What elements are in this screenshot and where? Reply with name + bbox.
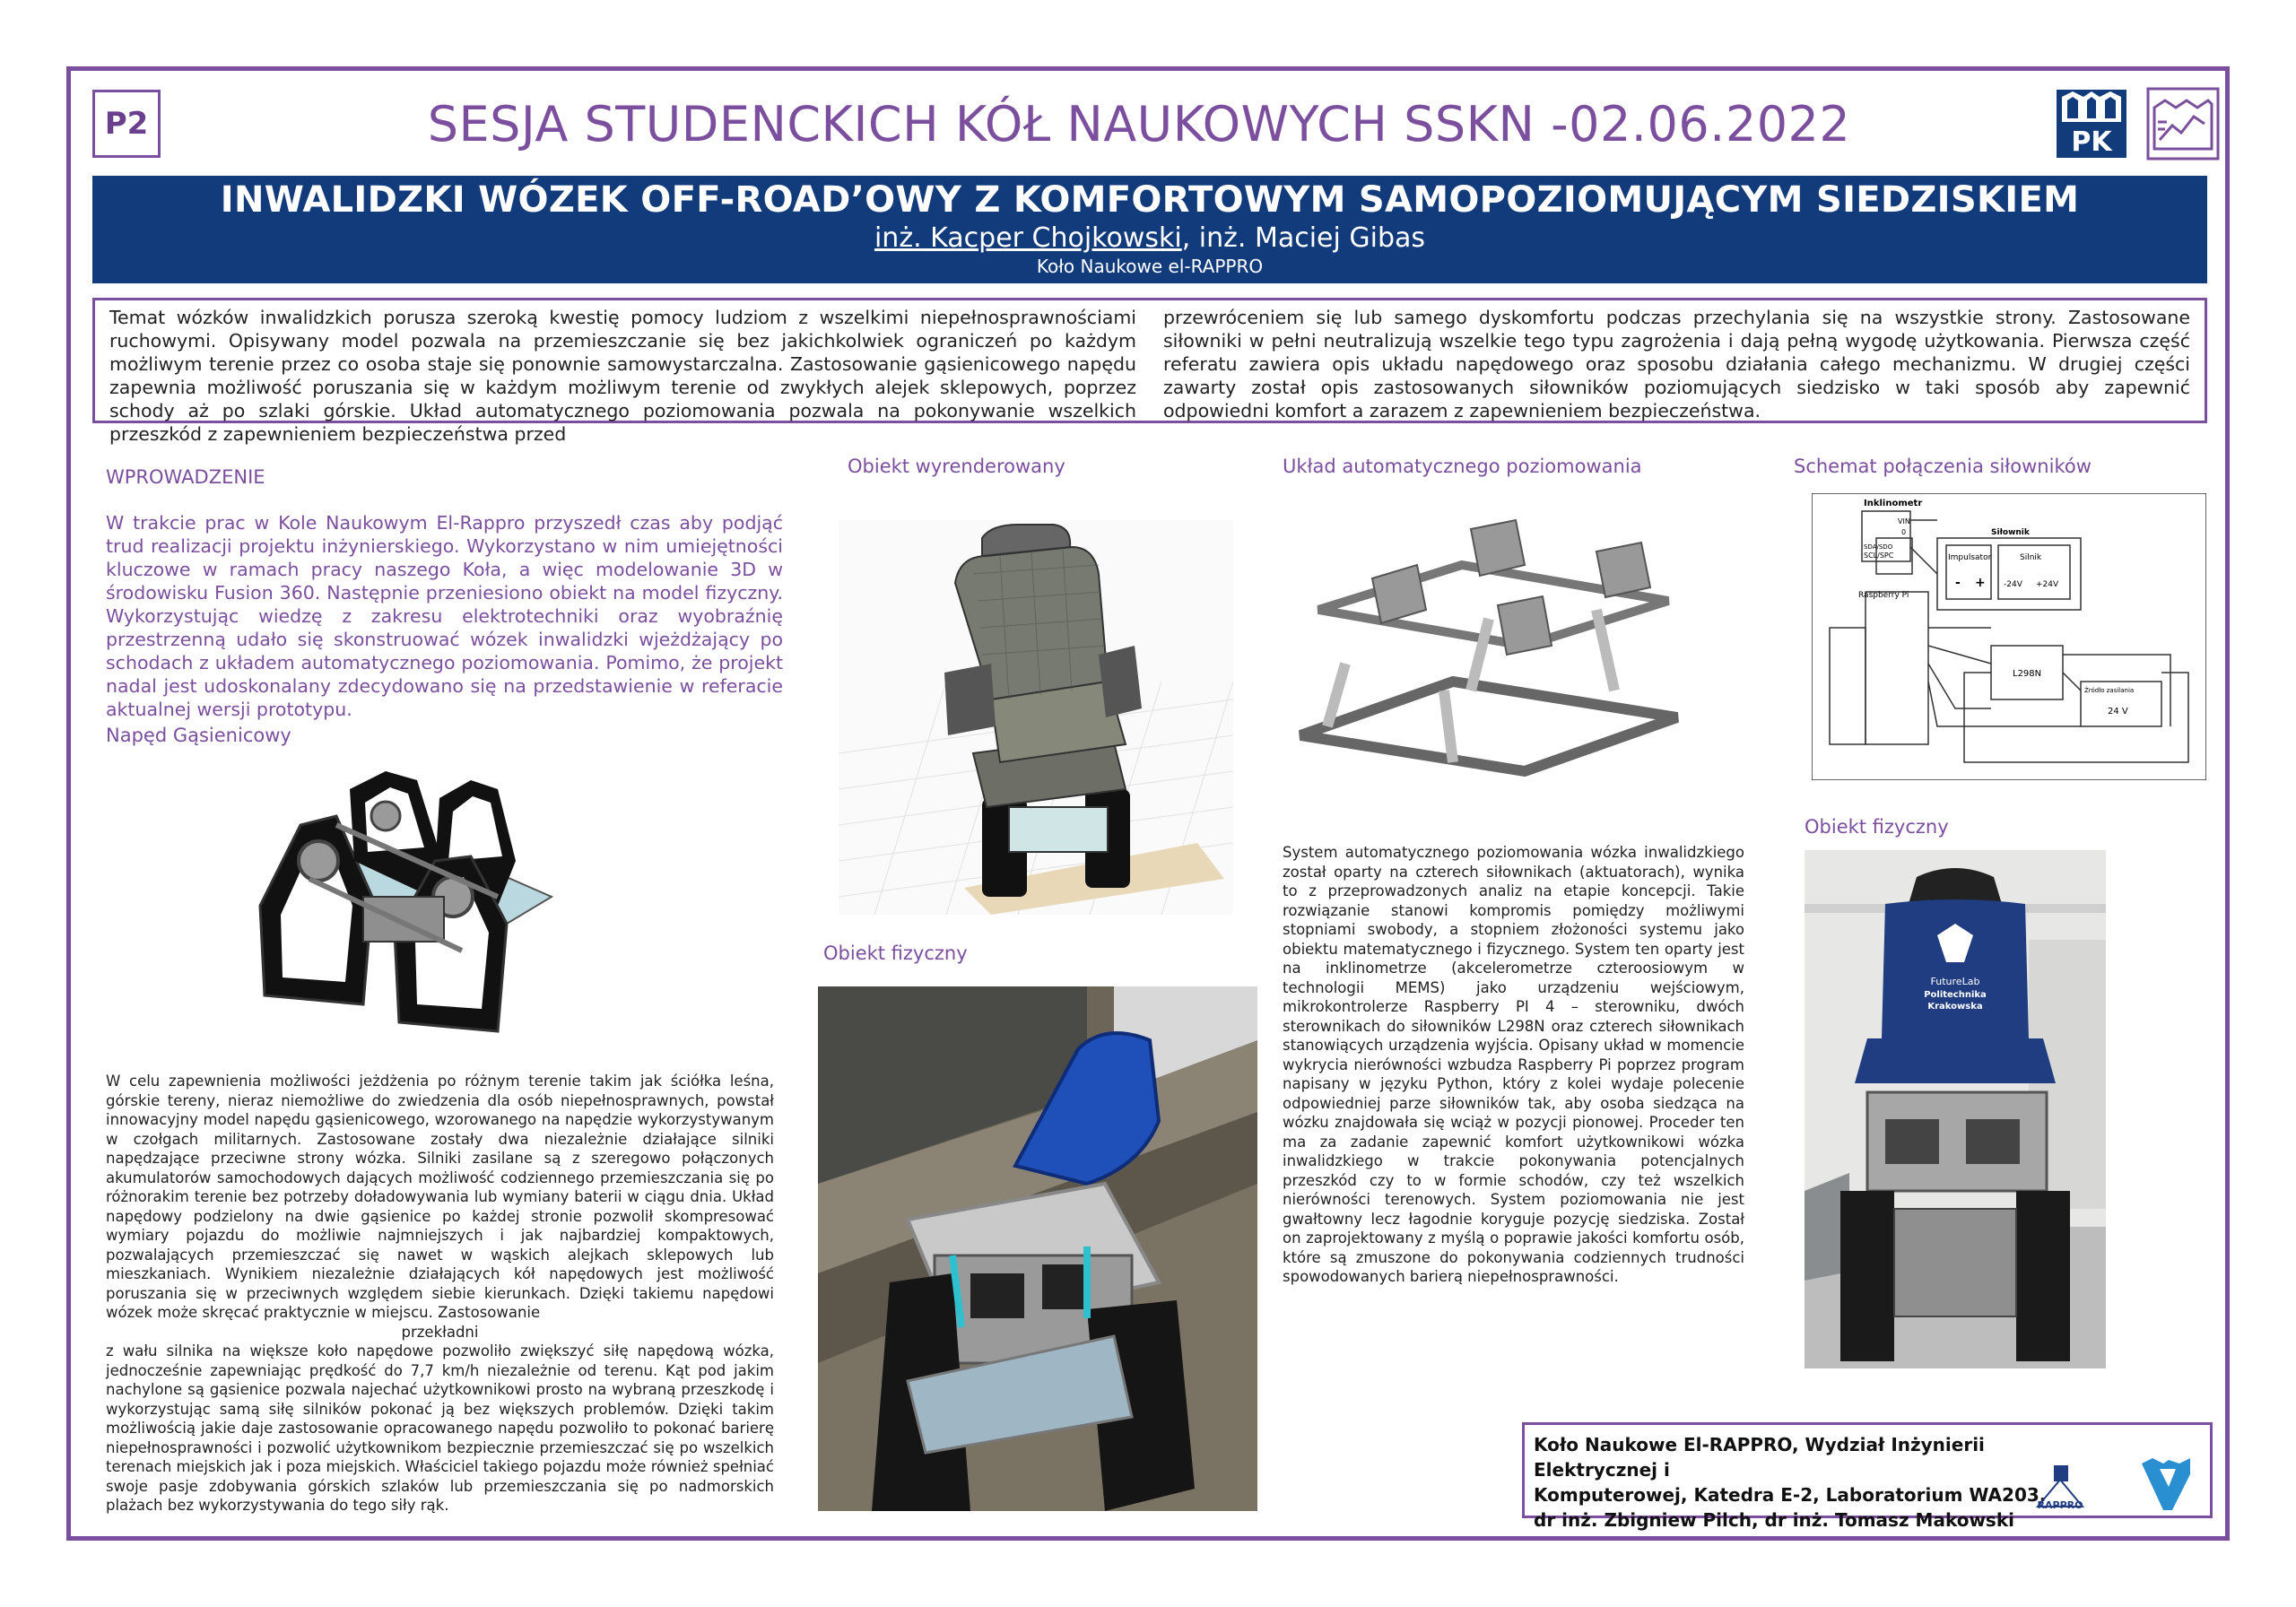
title-bar [92, 176, 2207, 283]
physical-heading-1: Obiekt fizyczny [823, 942, 968, 964]
schematic-actuator: Siłownik [1991, 528, 2030, 537]
rappro-logo-icon [2029, 1462, 2092, 1512]
schematic-sda: SDA/SDO [1864, 543, 1893, 551]
pk-logo-text: PK [2071, 126, 2112, 158]
abstract-left: Temat wózków inwalidzkich porusza szeroką kwestię pomocy ludziom z wszelkimi niepełnosprawnościami ruchowymi. Opisywany model pozwala na przemieszczanie się bez jakichkolwiek ograniczeń po każdym możliwym terenie przez co osoba staje się ponownie samowystarczalna. Zastosowanie gąsienicowego napędu zapewnia możliwość poruszania się w każdym możliwym terenie od zwykłych alejek sklepowych, poprzez schody aż po szlaki górskie. Układ automatycznego poziomowania pozwala na pokonywanie wszelkich przeszkód z zapewnieniem bezpieczeństwa przed [109, 307, 1136, 445]
footer-line-2: Komputerowej, Katedra E-2, Laboratorium WA203. [1534, 1484, 2047, 1506]
actuator-schematic [1812, 493, 2206, 780]
drive-text-mid: przekładni [401, 1323, 479, 1341]
poster-title: INWALIDZKI WÓZEK OFF-ROAD’OWY Z KOMFORTOWYM SAMOPOZIOMUJĄCYM SIEDZISKIEM [220, 179, 2080, 221]
schematic-scl: SCL/SPC [1864, 552, 1894, 560]
wheelchair-render [839, 520, 1233, 915]
leveling-render [1292, 511, 1686, 780]
schematic-supply-voltage: 24 V [2108, 707, 2128, 717]
abstract-box [92, 298, 2207, 445]
pk-logo-icon [2055, 88, 2128, 160]
drive-text-2: z wału silnika na większe koło napędowe pozwoliło zwiększyć siłę napędową wózka, jednocześnie zapewniając prędkość do 7,7 km/h niezależnie od terenu. Kąt pod jakim nachylone są gąsienice pozwala najechać użytkownikowi prosto na wybraną przeszkodę i wykorzystując samą siłę silników pokonać ją bez większych problemów. Dzięki takim możliwością jakie daje zastosowanie opracowanego napędu pozwoliło to pokonać barierę niepełnosprawności i pozwolić użytkownikom bezpiecznie przemieszczać się po wszelkich terenach miejskich jak i poza miejskich. Właściciel takiego pojazdu może również spełniać swoje pasje zdobywania górskich szlaków lub przemieszczania się po nadmorskich plażach bez wykorzystywania do tego siły rąk. [106, 1342, 774, 1514]
schematic-vin: VIN [1898, 517, 1910, 526]
schematic-minus: - [1955, 576, 1961, 590]
schematic-plus: + [1975, 576, 1986, 590]
schematic-impulsator: Impulsator [1948, 553, 1992, 562]
schematic-motor: Silnik [2020, 553, 2042, 562]
physical-heading-2: Obiekt fizyczny [1805, 816, 1949, 838]
futurelab-logo-icon [2136, 1456, 2196, 1514]
schematic-gnd: 0 [1901, 528, 1907, 536]
author-2: inż. Maciej Gibas [1198, 222, 1426, 254]
event-title: SESJA STUDENCKICH KÓŁ NAUKOWYCH SSKN -02.06.2022 [427, 96, 1851, 152]
drive-text [106, 1072, 774, 1516]
drive-heading: Napęd Gąsienicowy [106, 725, 291, 746]
tracked-drive-render [229, 762, 605, 1040]
schematic-p24: +24V [2036, 580, 2059, 589]
seat-line-2: Krakowska [1927, 1002, 1983, 1012]
faculty-logo-icon [2145, 86, 2221, 161]
authors [92, 222, 2207, 254]
leveling-text: System automatycznego poziomowania wózka inwalidzkiego został oparty na czterech siłownikach (aktuatorach), wynika to z przeprowadzonych analiz na etapie koncepcji. Takie rozwiązanie stanowi kompromis pomiędzy możliwymi stopniami swobody, a stopniem złożoności systemu jako obiektu matematycznego i fizycznego. System ten oparty jest na inklinometrze (akcelerometrze czteroosiowym w technologii MEMS) jako urządzeniu wejściowym, mikrokontrolerze Raspberry PI 4 – sterowniku, dwóch sterownikach do siłowników L298N oraz czterech siłownikach stanowiących urządzenia wyjścia. Opisany układ w momencie wykrycia nierówności wzbudza Raspberry Pi poprzez program napisany w języku Python, który z kolei wydaje polecenie odpowiedniej parze siłowników tak, aby osoba siedząca na wózku znajdowała się wciąż w pozycji pionowej. Proceder ten ma za zadanie zapewnić komfort użytkownikowi wózka inwalidzkiego w trakcie pokonywania potencjalnych przeszkód czy to w formie schodów, czy też wszelkich nierówności terenowych. System poziomowania nie jest gwałtowny lecz łagodnie koryguje pozycję siedziska. Został on zaprojektowany z myślą o poprawie jakości komfortu osób, które są zmuszone do pokonywania codziennych trudności spowodowanych barierą niepełnosprawności. [1283, 844, 1744, 1285]
footer-line-3: dr inż. Zbigniew Pilch, dr inż. Tomasz Makowski [1534, 1509, 2014, 1531]
drive-text-1: W celu zapewnienia możliwości jeżdżenia po różnym terenie takim jak ściółka leśna, górskie tereny, nieraz niemożliwe do zwiedzenia dla osób niepełnosprawnych, powstał innowacyjny model napędu gąsienicowego, wzorowanego na napędzie wykorzystywanym w czołgach militarnych. Zastosowane zostały dwa niezależnie działające silniki napędzające przeciwne strony wózka. Silniki zasilane są z szeregowo połączonych akumulatorów samochodowych dających możliwość codziennego przemieszczania się po różnorakim terenie bez potrzeby doładowywania lub wymiany baterii w ciągu dnia. Układ napędowy podzielony na dwie gąsienice po każdej stronie pozwolił skompresować wymiary pojazdu do możliwie najmniejszych i jak najbardziej kompaktowych, pozwalających przemieszczać się nawet w wąskich alejkach sklepowych lub mieszkaniach. Wynikiem niezależnie działających kół napędowych jest możliwość poruszania się w przeciwnych względem siebie kierunkach. Dzięki takiemu napędowi wózek może skręcać praktycznie w miejscu. Zastosowanie [106, 1073, 774, 1321]
intro-text: W trakcie prac w Kole Naukowym El-Rappro przyszedł czas aby podjąć trud realizacji projektu inżynierskiego. Wykorzystano w nim umiejętności kluczowe w ramach pracy naszego Koła, a więc modelowanie 3D w środowisku Fusion 360. Następnie przeniesiono obiekt na model fizyczny. Wykorzystując wiedzę z zakresu elektrotechniki oraz wyobraźnię przestrzenną udało się skonstruować wózek inwalidzki wjeżdżający po schodach z układem automatycznego poziomowania. Pomimo, że projekt nadal jest udoskonalany zdecydowano się na przedstawienie w referacie aktualnej wersji prototypu. [106, 512, 783, 720]
seat-brand: FutureLab [1930, 976, 1980, 987]
schematic-supply: Źródło zasilania [2084, 687, 2135, 694]
physical-photo-stairs [818, 986, 1257, 1511]
schematic-m24: -24V [2004, 580, 2022, 589]
author-separator: , [1181, 222, 1199, 254]
abstract-right: przewróceniem się lub samego dyskomfortu podczas przechylania się na wszystkie strony. Zastosowane siłowniki w pełni neutralizują wszelkie tego typu zagrożenia i dają pełną wygodę użytkowania. Pierwsza część referatu zawiera opis układu napędowego oraz sposobu działania całego mechanizmu. W drugiej części zawarty został opis zastosowanych siłowników poziomujących siedzisko w taki sposób aby zapewnić odpowiedni komfort a zarazem z zapewnieniem bezpieczeństwa. [1163, 307, 2190, 421]
club-name: Koło Naukowe el-RAPPRO [1036, 256, 1264, 277]
schematic-raspberry: Raspberry Pi [1858, 591, 1909, 600]
physical-photo-seat [1805, 850, 2106, 1368]
intro-heading: WPROWADZENIE [106, 466, 265, 488]
author-1: inż. Kacper Chojkowski [874, 222, 1182, 254]
render-heading: Obiekt wyrenderowany [848, 456, 1065, 477]
poster-code: P2 [92, 90, 161, 158]
leveling-heading: Układ automatycznego poziomowania [1283, 456, 1642, 477]
rappro-logo-text: RAPPRO [2037, 1499, 2083, 1511]
schematic-inclinometer: Inklinometr [1864, 499, 1923, 508]
schematic-driver: L298N [2013, 669, 2042, 679]
schematic-heading: Schemat połączenia siłowników [1794, 456, 2092, 477]
footer-line-1: Koło Naukowe El-RAPPRO, Wydział Inżynierii Elektrycznej i [1534, 1434, 1985, 1481]
footer-box [1522, 1422, 2213, 1531]
seat-line-1: Politechnika [1924, 990, 1987, 1000]
